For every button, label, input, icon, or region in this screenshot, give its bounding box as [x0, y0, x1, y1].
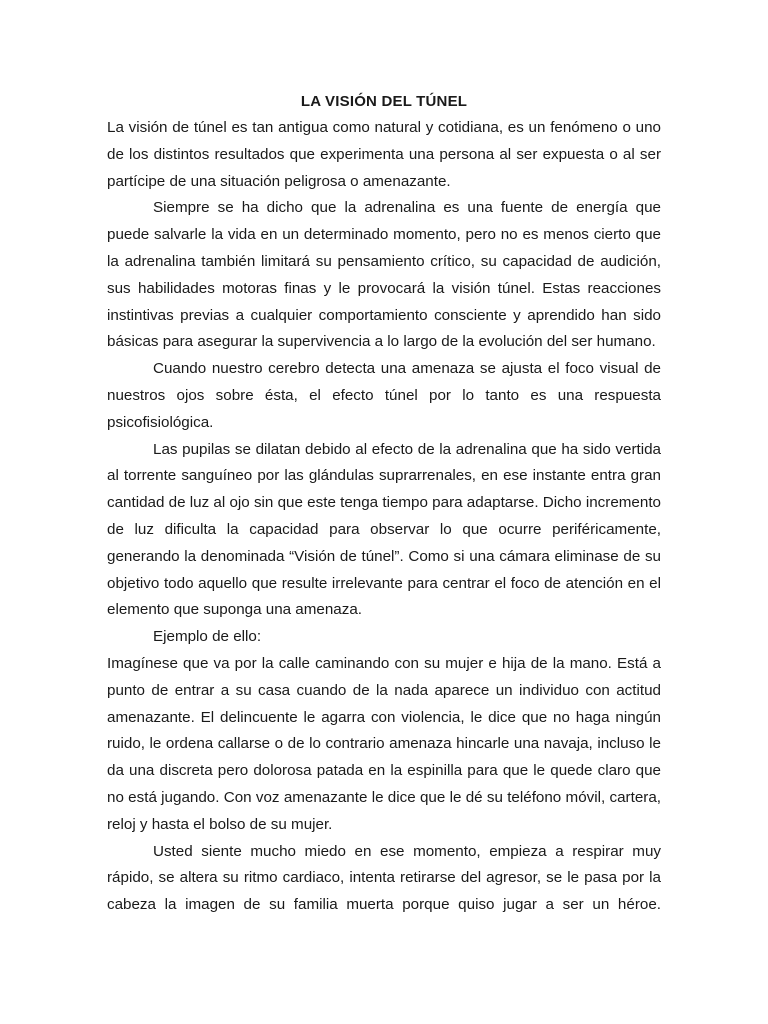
- paragraph-6: Imagínese que va por la calle caminando con su mujer e hija de la mano. Está a punto de entrar a su casa cuando de la nada aparece un individuo con actitud amenazante. El delincuente le agarra con violencia, le dice que no haga ningún ruido, le ordena callarse o de lo contrario amenaza hincarle una navaja, incluso le da una discreta pero dolorosa patada en la espinilla para que le quede claro que no está jugando. Con voz amenazante le dice que le dé su teléfono móvil, cartera, reloj y hasta el bolso de su mujer.: [107, 654, 661, 833]
- paragraph-1: La visión de túnel es tan antigua como natural y cotidiana, es un fenómeno o uno de los distintos resultados que experimenta una persona al ser expuesta o al ser partícipe de una situación peligrosa o amenazante.: [107, 119, 661, 190]
- paragraph-7: Usted siente mucho miedo en ese momento, empieza a respirar muy rápido, se altera su ritmo cardiaco, intenta retirarse del agresor, se le pasa por la cabeza la imagen de su familia muerta porque quiso jugar a ser un héroe.: [107, 842, 661, 914]
- document-body: [107, 115, 661, 919]
- paragraph-2: Siempre se ha dicho que la adrenalina es una fuente de energía que puede salvarle la vida en un determinado momento, pero no es menos cierto que la adrenalina también limitará su pensamiento crítico, su capacidad de audición, sus habilidades motoras finas y le provocará la visión túnel. Estas reacciones instintivas previas a cualquier comportamiento consciente y aprendido han sido básicas para asegurar la supervivencia a lo largo de la evolución del ser humano.: [107, 199, 661, 351]
- paragraph-4: Las pupilas se dilatan debido al efecto de la adrenalina que ha sido vertida al torrente sanguíneo por las glándulas suprarrenales, en ese instante entra gran cantidad de luz al ojo sin que este tenga tiempo para adaptarse. Dicho incremento de luz dificulta la capacidad para observar lo que ocurre periféricamente, generando la denominada “Visión de túnel”. Como si una cámara eliminase de su objetivo todo aquello que resulte irrelevante para centrar el foco de atención en el elemento que suponga una amenaza.: [107, 440, 661, 619]
- paragraph-5: Ejemplo de ello:: [153, 628, 262, 646]
- paragraph-3: Cuando nuestro cerebro detecta una amenaza se ajusta el foco visual de nuestros ojos sobre ésta, el efecto túnel por lo tanto es una respuesta psicofisiológica.: [107, 360, 661, 431]
- document-title: LA VISIÓN DEL TÚNEL: [300, 93, 468, 110]
